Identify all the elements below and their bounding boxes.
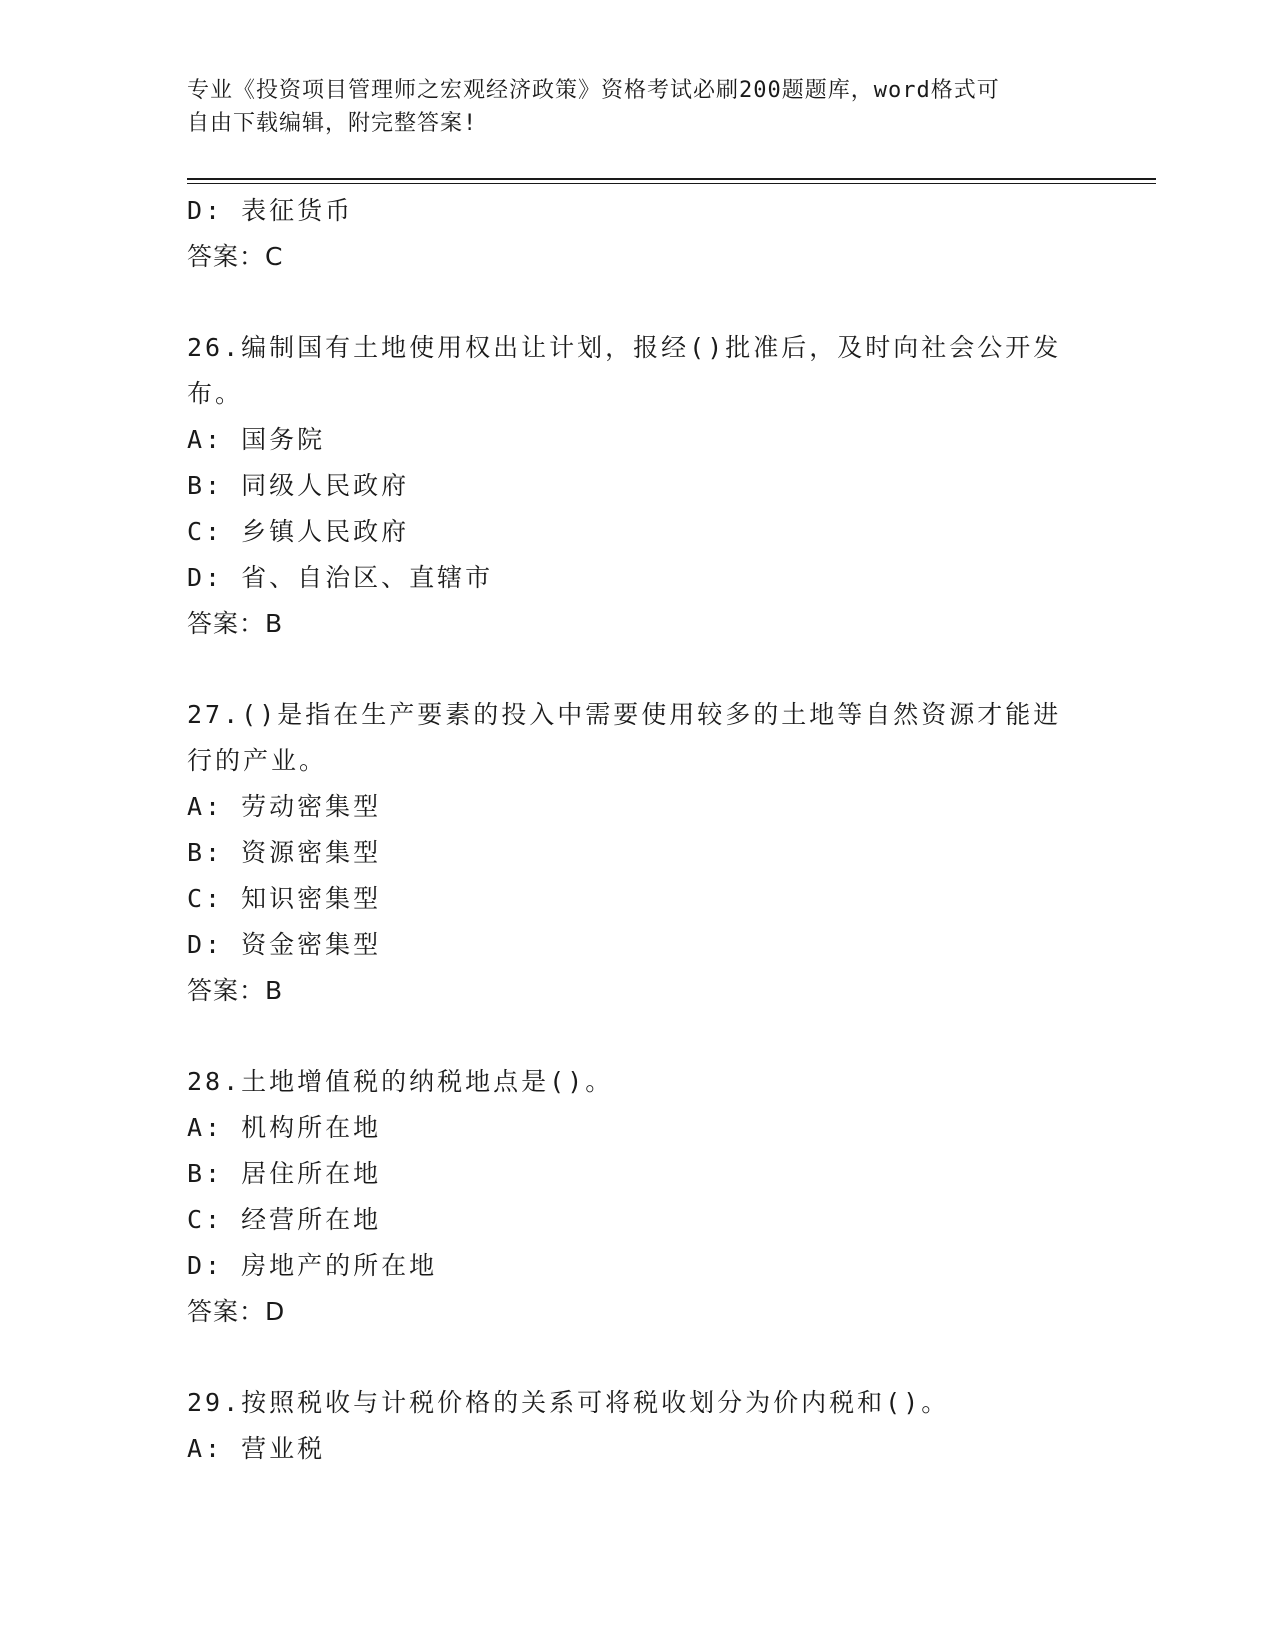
option-a: A: 国务院 xyxy=(187,425,326,454)
question-stem: 28.土地增值税的纳税地点是()。 xyxy=(187,1067,614,1096)
spacer xyxy=(187,1014,1087,1059)
question-29 xyxy=(187,1380,1087,1472)
option-c: C: 知识密集型 xyxy=(187,884,382,913)
option-a: A: 营业税 xyxy=(187,1434,326,1463)
question-25-partial xyxy=(187,188,1087,280)
question-26 xyxy=(187,325,1087,647)
question-27 xyxy=(187,692,1087,1014)
option-a: A: 劳动密集型 xyxy=(187,792,382,821)
answer: 答案：B xyxy=(187,609,284,638)
option-b: B: 资源密集型 xyxy=(187,838,382,867)
option-b: B: 居住所在地 xyxy=(187,1159,382,1188)
answer: 答案：C xyxy=(187,242,284,271)
question-stem-cont: 布。 xyxy=(187,379,244,408)
question-stem: 26.编制国有土地使用权出让计划，报经()批准后，及时向社会公开发 xyxy=(187,333,1062,362)
spacer xyxy=(187,647,1087,692)
header-line-1: 专业《投资项目管理师之宏观经济政策》资格考试必刷200题题库，word格式可 xyxy=(187,78,1000,103)
option-c: C: 经营所在地 xyxy=(187,1205,382,1234)
option-a: A: 机构所在地 xyxy=(187,1113,382,1142)
option-d: D: 资金密集型 xyxy=(187,930,382,959)
option-c: C: 乡镇人民政府 xyxy=(187,517,410,546)
question-stem: 29.按照税收与计税价格的关系可将税收划分为价内税和()。 xyxy=(187,1388,950,1417)
document-header xyxy=(187,74,1067,140)
option-d: D: 省、自治区、直辖市 xyxy=(187,563,494,592)
option-b: B: 同级人民政府 xyxy=(187,471,410,500)
header-divider-thick xyxy=(187,178,1156,180)
option-d: D: 房地产的所在地 xyxy=(187,1251,438,1280)
header-divider-thin xyxy=(187,183,1156,184)
spacer xyxy=(187,280,1087,325)
option-d: D: 表征货币 xyxy=(187,196,354,225)
answer: 答案：B xyxy=(187,976,284,1005)
answer: 答案：D xyxy=(187,1297,286,1326)
question-stem-cont: 行的产业。 xyxy=(187,746,328,775)
question-28 xyxy=(187,1059,1087,1335)
header-line-2: 自由下载编辑，附完整答案! xyxy=(187,111,478,136)
question-list xyxy=(187,188,1087,1472)
spacer xyxy=(187,1335,1087,1380)
question-stem: 27.()是指在生产要素的投入中需要使用较多的土地等自然资源才能进 xyxy=(187,700,1062,729)
